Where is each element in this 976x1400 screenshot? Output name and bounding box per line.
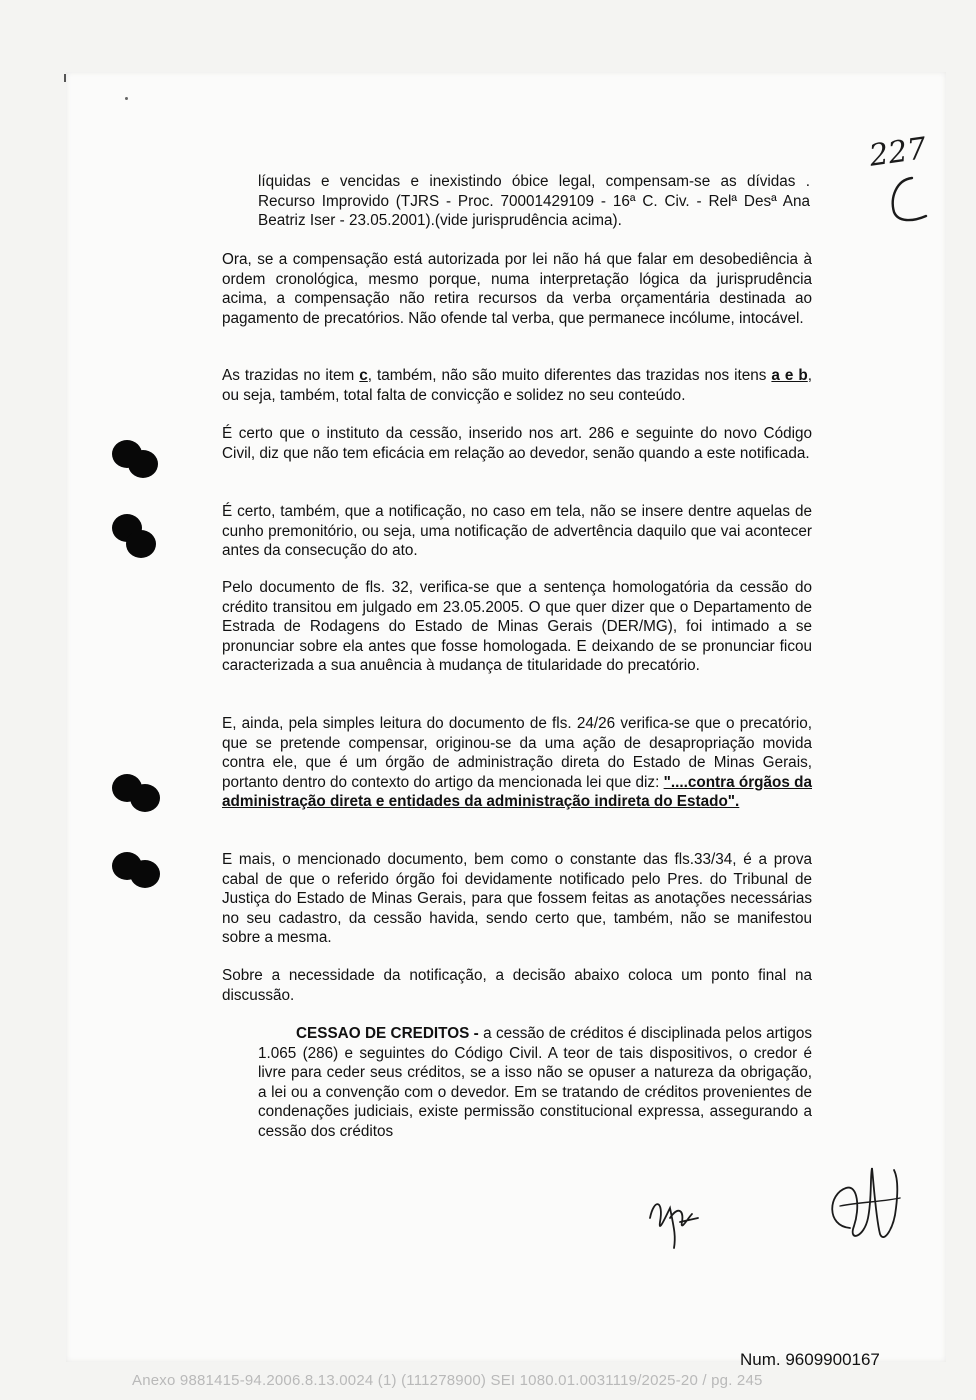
paragraph-documento-fls32: [222, 578, 812, 676]
footer-reference: Anexo 9881415-94.2006.8.13.0024 (1) (111278900) SEI 1080.01.0031119/2025-20 / pg. 245: [132, 1372, 763, 1389]
item-c-ref: c: [359, 367, 368, 384]
handwritten-page-number: [868, 128, 938, 233]
law-quote: "....contra órgãos da administração direta e entidades da administração indireta do Estado".: [222, 773, 812, 811]
paragraph-necessidade: [222, 966, 812, 1005]
paragraph-cessao-creditos: [258, 1024, 812, 1142]
paragraph-jurisprudence-end: [258, 172, 810, 231]
paragraph-text: [258, 1024, 812, 1142]
punch-hole: [126, 530, 156, 558]
punch-hole: [128, 450, 158, 478]
paragraph-text: Pelo documento de fls. 32, verifica-se que a sentença homologatória da cessão do crédito transitou em julgado em 23.05.2005. O que quer dizer que o Departamento de Estrada de Rodagens do Estado de Minas Gerais (DER/MG), foi intimado a se pronunciar sobre ela antes que fosse homologada. E deixando de se pronunciar ficou caracterizada a sua anuência à mudança de titularidade do precatório.: [222, 579, 812, 675]
paragraph-text: Sobre a necessidade da notificação, a decisão abaixo coloca um ponto final na discussão.: [222, 967, 812, 1004]
scan-dot: [125, 97, 128, 100]
paragraph-compensation: [222, 250, 812, 328]
paragraph-notificacao: [222, 502, 812, 561]
text-run: , também, não são muito diferentes das trazidas nos itens: [367, 367, 772, 384]
punch-hole: [130, 784, 160, 812]
paragraph-text: líquidas e vencidas e inexistindo óbice legal, compensam-se as dívidas . Recurso Improvido (TJRS - Proc. 70001429109 - 16ª C. Civ. - Relª Desª Ana Beatriz Iser - 23.05.2001).(vide jurisprudência acima).: [258, 173, 810, 230]
signature-initials: [640, 1188, 710, 1263]
handwritten-number-text: 227: [868, 131, 929, 174]
text-run: , ou seja, também, total falta de convicção e solidez no seu conteúdo.: [222, 367, 812, 404]
paragraph-text: E mais, o mencionado documento, bem como o constante das fls.33/34, é a prova cabal de que o referido órgão foi devidamente notificado pelo Pres. do Tribunal de Justiça do Estado de Minas Gerais, para que fossem feitas as anotações necessárias no seu cadastro, da cessão havida, sendo certo que, também, não se manifestou sobre a mesma.: [222, 851, 812, 947]
paragraph-cessao: [222, 424, 812, 463]
text-run: As trazidas no item: [222, 367, 360, 384]
paragraph-text: É certo que o instituto da cessão, inserido nos art. 286 e seguinte do novo Código Civil, diz que não tem eficácia em relação ao devedor, senão quando a este notificada.: [222, 425, 812, 462]
section-heading: CESSAO DE CREDITOS -: [296, 1025, 479, 1042]
punch-hole: [130, 860, 160, 888]
paragraph-text: É certo, também, que a notificação, no caso em tela, não se insere dentre aquelas de cunho premonitório, ou seja, uma notificação de advertência daquilo que vai acontecer antes da consecução do ato.: [222, 503, 812, 560]
text-run: a cessão de créditos é disciplinada pelos artigos 1.065 (286) e seguintes do Código Civil. A teor de tais dispositivos, o credor é livre para ceder seus créditos, se a isso não se opuser a natureza da obrigação, a lei ou a convenção com o devedor. Em se tratando de créditos provenientes de condenações judiciais, existe permissão constitucional expressa, assegurando a cessão dos créditos: [258, 1025, 812, 1140]
paragraph-documento-fls24: [222, 714, 812, 812]
paragraph-text: [222, 714, 812, 812]
paragraph-items: [222, 366, 812, 405]
paragraph-text: [222, 366, 812, 405]
document-number: Num. 9609900167: [740, 1350, 880, 1369]
items-ab-ref: a e b: [771, 367, 808, 384]
paragraph-text: Ora, se a compensação está autorizada por lei não há que falar em desobediência à ordem cronológica, mesmo porque, numa interpretação lógica da jurisprudência acima, a compensação não retira recursos da verba orçamentária destinada ao pagamento de precatórios. Não ofende tal verba, que permanece incólume, intocável.: [222, 251, 812, 327]
scan-mark: [64, 74, 66, 82]
paragraph-fls33: [222, 850, 812, 948]
text-run: E, ainda, pela simples leitura do documento de fls. 24/26 verifica-se que o precatório, que se pretende compensar, originou-se da uma ação de desapropriação movida contra ele, que é um órgão de administração direta do Estado de Minas Gerais, portanto dentro do contexto do artigo da mencionada lei que diz:: [222, 715, 812, 791]
signature: [820, 1158, 910, 1263]
